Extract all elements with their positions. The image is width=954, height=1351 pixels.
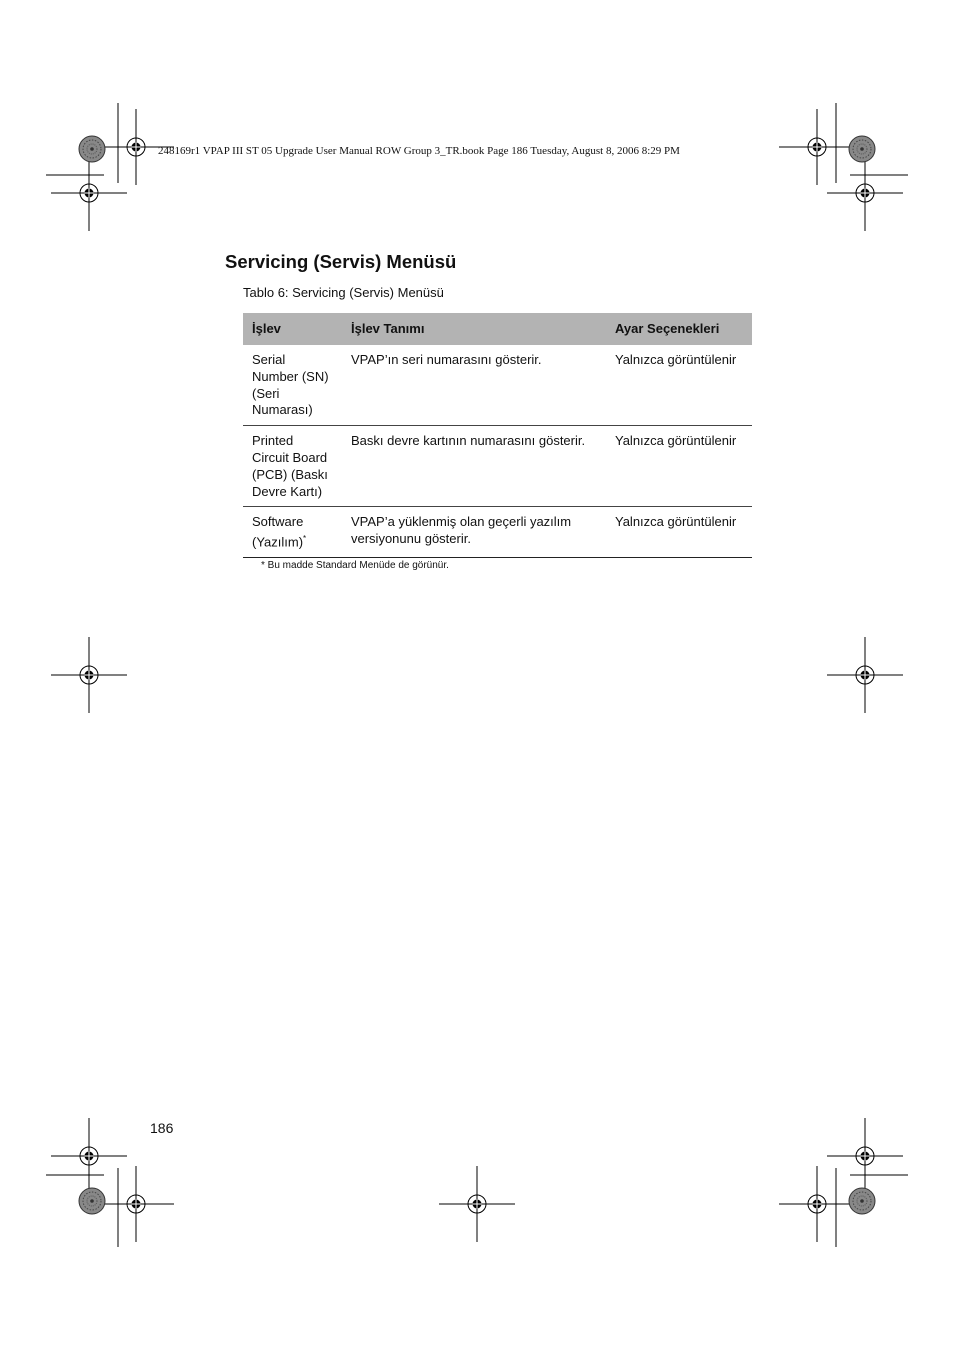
row-function: Software (Yazılım) — [252, 514, 304, 550]
row-function: Printed Circuit Board (PCB) (Baskı Devre Kartı) — [243, 426, 342, 507]
registration-mark-icon — [98, 1166, 174, 1242]
row-description: Baskı devre kartının numarasını gösterir. — [342, 426, 606, 507]
registration-mark-icon — [779, 109, 855, 185]
table-row — [243, 426, 752, 507]
print-slug: 248169r1 VPAP III ST 05 Upgrade User Manual ROW Group 3_TR.book Page 186 Tuesday, August 8, 2006 8:29 PM — [158, 145, 680, 157]
registration-mark-icon — [439, 1166, 515, 1242]
table-footnote: * Bu madde Standard Menüde de görünür. — [261, 560, 449, 571]
registration-mark-icon — [779, 1166, 855, 1242]
registration-mark-icon — [51, 637, 127, 713]
color-target-icon — [849, 1188, 875, 1214]
registration-mark-icon — [51, 155, 127, 231]
table-caption: Tablo 6: Servicing (Servis) Menüsü — [243, 285, 444, 300]
column-header-description: İşlev Tanımı — [342, 313, 606, 345]
row-description: VPAP’a yüklenmiş olan geçerli yazılım versiyonunu gösterir. — [342, 507, 606, 558]
row-options: Yalnızca görüntülenir — [606, 345, 752, 426]
registration-mark-icon — [51, 1118, 127, 1194]
color-target-icon — [849, 136, 875, 162]
registration-mark-icon — [827, 155, 903, 231]
color-target-icon — [79, 136, 105, 162]
row-function-cell — [243, 507, 342, 558]
section-title: Servicing (Servis) Menüsü — [225, 251, 457, 272]
registration-mark-icon — [827, 1118, 903, 1194]
page-number: 186 — [150, 1120, 174, 1136]
table-row — [243, 507, 752, 558]
footnote-marker: * — [303, 534, 307, 544]
table-header-row — [243, 313, 752, 345]
row-description: VPAP’ın seri numarasını gösterir. — [342, 345, 606, 426]
registration-mark-icon — [827, 637, 903, 713]
row-options: Yalnızca görüntülenir — [606, 426, 752, 507]
table-row — [243, 345, 752, 426]
servicing-menu-table — [243, 313, 752, 558]
column-header-function: İşlev — [243, 313, 342, 345]
row-options: Yalnızca görüntülenir — [606, 507, 752, 558]
row-function: Serial Number (SN) (Seri Numarası) — [243, 345, 342, 426]
column-header-options: Ayar Seçenekleri — [606, 313, 752, 345]
color-target-icon — [79, 1188, 105, 1214]
